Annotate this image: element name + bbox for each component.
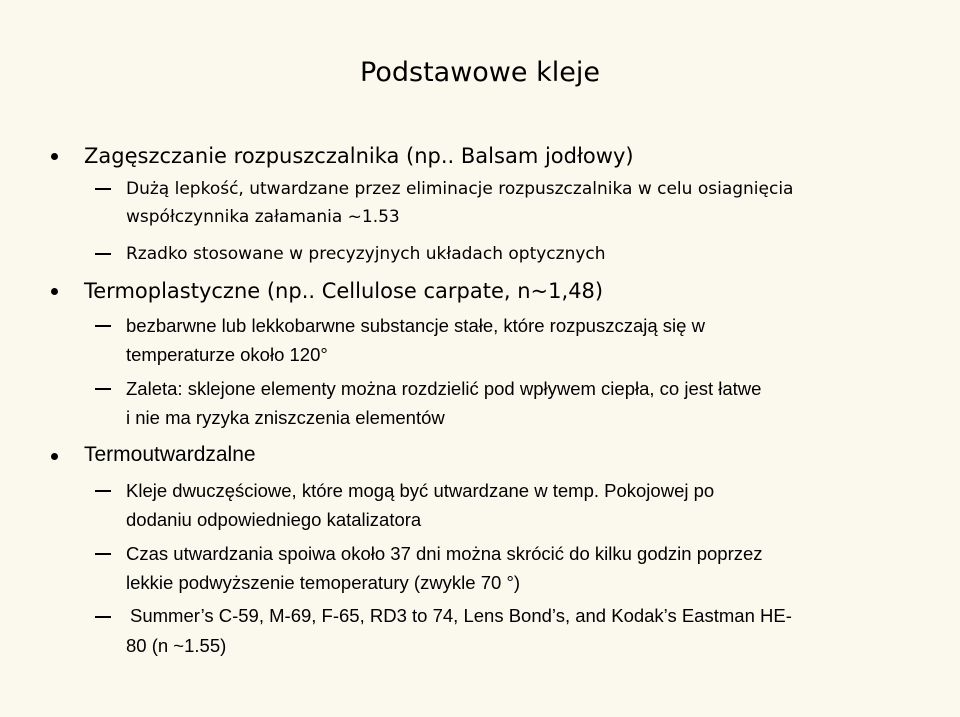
bullet-dot [51,288,58,295]
subitem-line: Dużą lepkość, utwardzane przez eliminacje rozpuszczalnika w celu osiagnięcia [126,179,794,199]
subitem-line: temperaturze około 120° [126,344,328,365]
slide-title: Podstawowe kleje [360,57,600,88]
dash-marker [95,253,111,255]
subitem-line: Czas utwardzania spoiwa około 37 dni można skrócić do kilku godzin poprzez [126,543,763,564]
dash-marker [95,388,111,390]
bullet-dot [51,153,58,160]
subitem-line: współczynnika załamania ~1.53 [126,207,400,227]
dash-marker [95,490,111,492]
subitem-line: dodaniu odpowiedniego katalizatora [126,509,422,530]
subitem-line: Kleje dwuczęściowe, które mogą być utwardzane w temp. Pokojowej po [126,480,715,501]
subitem-line: Zaleta: sklejone elementy można rozdzielić pod wpływem ciepła, co jest łatwe [126,378,762,399]
subitem-line: lekkie podwyższenie temoperatury (zwykle 70 °) [126,572,521,593]
bullet-text: Termoplastyczne (np.. Cellulose carpate, n~1,48) [84,279,604,303]
bullet-text: Termoutwardzalne [84,443,256,466]
dash-marker [95,325,111,327]
dash-marker [95,188,111,190]
dash-marker [95,553,111,555]
subitem-line: Summer’s C-59, M-69, F-65, RD3 to 74, Lens Bond’s, and Kodak’s Eastman HE- [130,605,792,626]
dash-marker [95,616,111,618]
subitem-line: bezbarwne lub lekkobarwne substancje stałe, które rozpuszczają się w [126,315,705,336]
subitem-line: 80 (n ~1.55) [126,635,227,656]
subitem-line: Rzadko stosowane w precyzyjnych układach optycznych [126,244,606,264]
bullet-dot [51,453,58,460]
bullet-text: Zagęszczanie rozpuszczalnika (np.. Balsam jodłowy) [84,144,634,168]
subitem-line: i nie ma ryzyka zniszczenia elementów [126,407,445,428]
